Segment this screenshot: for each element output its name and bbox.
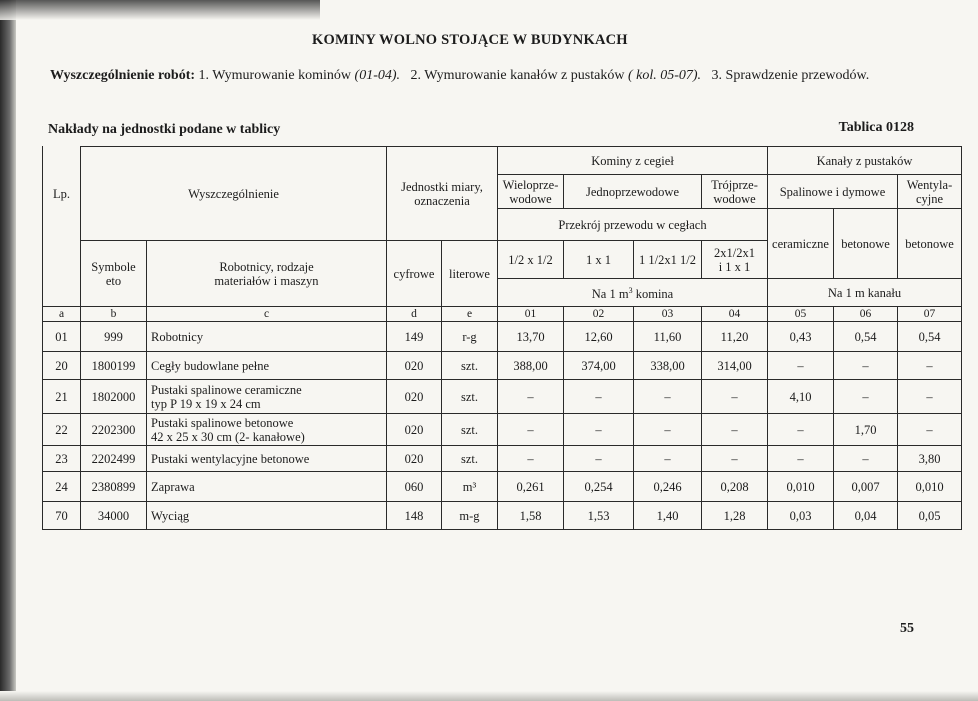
row-value: 0,254 (564, 472, 634, 502)
column-letter: 03 (634, 307, 702, 322)
page-title: KOMINY WOLNO STOJĄCE W BUDYNKACH (312, 32, 628, 48)
table-row (43, 502, 962, 530)
row-value: 0,03 (768, 502, 834, 530)
row-value: 0,007 (834, 472, 898, 502)
table-row (43, 446, 962, 472)
header-na-komina-post: komina (632, 287, 674, 302)
row-value: – (768, 414, 834, 446)
row-unit-letter: szt. (442, 380, 498, 414)
row-value: 1,70 (834, 414, 898, 446)
row-value: 388,00 (498, 352, 564, 380)
header-betonowe-2: betonowe (898, 209, 962, 279)
row-name: Robotnicy (147, 322, 387, 352)
row-unit-letter: szt. (442, 352, 498, 380)
header-section-4: 2x1/2x1 i 1 x 1 (702, 241, 768, 279)
header-na-komina-pre: Na 1 m (591, 287, 629, 302)
column-letter: e (442, 307, 498, 322)
row-unit-code: 020 (387, 446, 442, 472)
specs-item-3: 3. Sprawdzenie przewodów. (711, 68, 870, 83)
row-value: 0,05 (898, 502, 962, 530)
norm-table-wrapper (42, 146, 962, 530)
page-number: 55 (900, 621, 914, 636)
row-lp: 70 (43, 502, 81, 530)
row-value: – (898, 414, 962, 446)
row-unit-code: 020 (387, 414, 442, 446)
row-value: 0,010 (768, 472, 834, 502)
header-spalinowe: Spalinowe i dymowe (768, 175, 898, 209)
row-value: – (768, 352, 834, 380)
row-unit-code: 148 (387, 502, 442, 530)
column-letter: a (43, 307, 81, 322)
top-edge-shadow (0, 0, 320, 20)
book-spine-shadow (0, 0, 16, 701)
header-kominy: Kominy z cegieł (498, 147, 768, 175)
header-na-komina (498, 279, 768, 307)
row-value: – (834, 352, 898, 380)
header-section-3: 1 1/2x1 1/2 (634, 241, 702, 279)
table-row (43, 380, 962, 414)
table-row (43, 352, 962, 380)
row-unit-letter: szt. (442, 414, 498, 446)
column-letter: c (147, 307, 387, 322)
row-value: 1,28 (702, 502, 768, 530)
row-value: 374,00 (564, 352, 634, 380)
row-unit-code: 149 (387, 322, 442, 352)
row-value: – (768, 446, 834, 472)
row-value: 0,010 (898, 472, 962, 502)
table-number: Tablica 0128 (838, 120, 914, 135)
header-jednoprzewodowe: Jednoprzewodowe (564, 175, 702, 209)
row-value: – (498, 414, 564, 446)
row-unit-letter: m³ (442, 472, 498, 502)
header-wyszczegolnienie: Wyszczególnienie (81, 147, 387, 241)
row-symbol: 2380899 (81, 472, 147, 502)
row-value: – (564, 446, 634, 472)
row-value: – (702, 446, 768, 472)
bottom-edge-shadow (0, 691, 978, 701)
row-value: 314,00 (702, 352, 768, 380)
row-unit-code: 060 (387, 472, 442, 502)
header-na-komina-sup: 3 (628, 285, 633, 295)
column-letter: 06 (834, 307, 898, 322)
row-value: – (498, 380, 564, 414)
header-section-2: 1 x 1 (564, 241, 634, 279)
column-letter: 02 (564, 307, 634, 322)
header-cyfrowe: cyfrowe (387, 241, 442, 307)
row-value: 0,54 (898, 322, 962, 352)
table-row (43, 414, 962, 446)
row-value: – (634, 446, 702, 472)
row-name: Pustaki spalinowe betonowe 42 x 25 x 30 cm (2- kanałowe) (147, 414, 387, 446)
row-value: – (898, 352, 962, 380)
header-symbole: Symbole eto (81, 241, 147, 307)
row-value: 11,20 (702, 322, 768, 352)
row-symbol: 1802000 (81, 380, 147, 414)
row-name: Pustaki wentylacyjne betonowe (147, 446, 387, 472)
header-przekroj: Przekrój przewodu w cegłach (498, 209, 768, 241)
header-literowe: literowe (442, 241, 498, 307)
table-row (43, 472, 962, 502)
row-value: 13,70 (498, 322, 564, 352)
row-value: 1,58 (498, 502, 564, 530)
header-betonowe-1: betonowe (834, 209, 898, 279)
header-lp-blank (43, 241, 81, 307)
row-value: – (564, 414, 634, 446)
column-letter: 05 (768, 307, 834, 322)
specs-label: Wyszczególnienie robót: (50, 68, 196, 83)
row-value: 1,40 (634, 502, 702, 530)
column-letter: 04 (702, 307, 768, 322)
header-ceramiczne: ceramiczne (768, 209, 834, 279)
row-value: 0,04 (834, 502, 898, 530)
column-letter: b (81, 307, 147, 322)
works-specification (50, 66, 920, 86)
column-letters-row (43, 307, 962, 322)
row-name: Cegły budowlane pełne (147, 352, 387, 380)
table-row (43, 322, 962, 352)
row-value: 0,208 (702, 472, 768, 502)
header-na-kanalu: Na 1 m kanału (768, 279, 962, 307)
row-value: – (834, 380, 898, 414)
row-symbol: 2202499 (81, 446, 147, 472)
row-name: Zaprawa (147, 472, 387, 502)
specs-item-2-code: ( kol. 05-07). (627, 68, 702, 83)
row-value: – (634, 414, 702, 446)
norm-table (42, 146, 962, 530)
row-name: Pustaki spalinowe ceramiczne typ P 19 x 19 x 24 cm (147, 380, 387, 414)
specs-item-1: 1. Wymurowanie kominów (198, 68, 352, 83)
row-lp: 24 (43, 472, 81, 502)
row-value: – (898, 380, 962, 414)
row-value: – (834, 446, 898, 472)
header-robotnicy: Robotnicy, rodzaje materiałów i maszyn (147, 241, 387, 307)
row-value: – (498, 446, 564, 472)
row-value: 0,246 (634, 472, 702, 502)
row-value: – (564, 380, 634, 414)
row-lp: 01 (43, 322, 81, 352)
specs-item-1-code: (01-04). (354, 68, 401, 83)
row-unit-code: 020 (387, 380, 442, 414)
column-letter: d (387, 307, 442, 322)
row-value: 11,60 (634, 322, 702, 352)
row-value: 12,60 (564, 322, 634, 352)
header-trojprzewodowe: Trójprze- wodowe (702, 175, 768, 209)
row-value: 3,80 (898, 446, 962, 472)
row-lp: 20 (43, 352, 81, 380)
section-heading: Nakłady na jednostki podane w tablicy (48, 122, 281, 137)
row-symbol: 34000 (81, 502, 147, 530)
row-value: 0,54 (834, 322, 898, 352)
row-value: 338,00 (634, 352, 702, 380)
row-unit-letter: szt. (442, 446, 498, 472)
row-value: 4,10 (768, 380, 834, 414)
row-value: – (702, 414, 768, 446)
header-section-1: 1/2 x 1/2 (498, 241, 564, 279)
row-value: 1,53 (564, 502, 634, 530)
header-wentylacyjne: Wentyla- cyjne (898, 175, 962, 209)
row-symbol: 2202300 (81, 414, 147, 446)
header-kanaly: Kanały z pustaków (768, 147, 962, 175)
specs-item-2: 2. Wymurowanie kanałów z pustaków (410, 68, 625, 83)
row-symbol: 1800199 (81, 352, 147, 380)
row-value: 0,261 (498, 472, 564, 502)
header-jednostki: Jednostki miary, oznaczenia (387, 147, 498, 241)
row-name: Wyciąg (147, 502, 387, 530)
row-value: – (702, 380, 768, 414)
header-lp: Lp. (43, 147, 81, 241)
row-value: – (634, 380, 702, 414)
row-unit-code: 020 (387, 352, 442, 380)
row-lp: 21 (43, 380, 81, 414)
row-value: 0,43 (768, 322, 834, 352)
column-letter: 01 (498, 307, 564, 322)
row-unit-letter: r-g (442, 322, 498, 352)
row-lp: 23 (43, 446, 81, 472)
row-lp: 22 (43, 414, 81, 446)
row-symbol: 999 (81, 322, 147, 352)
row-unit-letter: m-g (442, 502, 498, 530)
column-letter: 07 (898, 307, 962, 322)
header-wieloprzewodowe: Wieloprze- wodowe (498, 175, 564, 209)
